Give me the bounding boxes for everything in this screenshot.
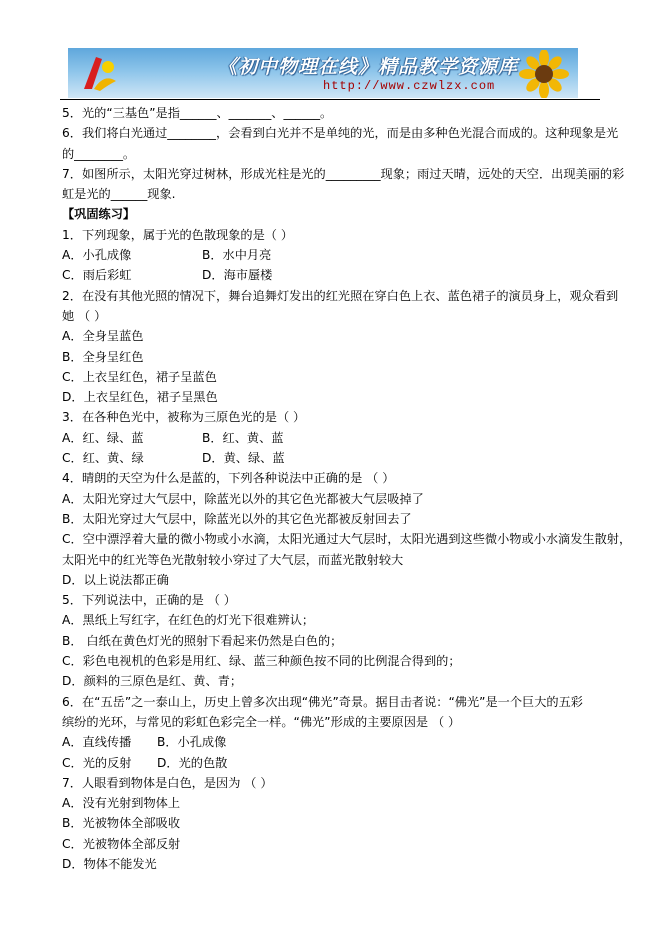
question-item (62, 286, 619, 408)
question-stem: 缤纷的光环，与常见的彩虹色彩完全一样。“佛光”形成的主要原因是 （ ） (62, 714, 461, 729)
answer-option: A．全身呈蓝色 (62, 329, 144, 344)
question-item (62, 692, 602, 773)
question-item (62, 225, 602, 286)
answer-option: B．太阳光穿过大气层中，除蓝光以外的其它色光都被反射回去了 (62, 511, 412, 526)
answer-option: C．空中漂浮着大量的微小物或小水滴，太阳光通过大气层时，太阳光遇到这些微小物或小水滴发生散射， (62, 532, 632, 547)
intro-line: 虹是光的______现象. (62, 187, 176, 202)
header-banner (68, 48, 578, 98)
question-item (62, 468, 632, 590)
question-item (62, 590, 602, 691)
answer-option: A．直线传播 (62, 735, 132, 750)
answer-option: B．水中月亮 (202, 248, 272, 263)
section-title: 【巩固练习】 (62, 207, 136, 222)
intro-line: 的________。 (62, 146, 136, 161)
option-row (62, 448, 602, 468)
option-row (62, 428, 602, 448)
header-divider (60, 99, 600, 100)
intro-line: 7．如图所示，太阳光穿过树林，形成光柱是光的_________现象；雨过天晴，远处的天空．出现美丽的彩 (62, 166, 625, 181)
answer-option: A．小孔成像 (62, 248, 132, 263)
option-row (62, 245, 602, 265)
answer-option: D．物体不能发光 (62, 856, 157, 871)
answer-option: C．光的反射 (62, 755, 132, 770)
banner-url[interactable]: http://www.czwlzx.com (323, 79, 496, 93)
question-item (62, 407, 602, 468)
question-stem: 7．人眼看到物体是白色，是因为 （ ） (62, 775, 273, 790)
intro-line: 6．我们将白光通过________，会看到白光并不是单纯的光，而是由多种色光混合而成的。这种现象是光 (62, 126, 619, 141)
question-stem: 3．在各种色光中，被称为三原色光的是（ ） (62, 410, 306, 425)
option-row (62, 753, 602, 773)
answer-option: D．以上说法都正确 (62, 572, 169, 587)
answer-option: C．彩色电视机的色彩是用红、绿、蓝三种颜色按不同的比例混合得到的； (62, 654, 461, 669)
question-stem: 她 （ ） (62, 308, 107, 323)
answer-option: B．红、黄、蓝 (202, 430, 284, 445)
sunflower-icon (514, 50, 574, 98)
answer-option: D．海市蜃楼 (202, 268, 273, 283)
question-list (62, 225, 632, 875)
intro-line: 5．光的“三基色”是指______、_______、______。 (62, 106, 333, 120)
answer-option: D．上衣呈红色，裙子呈黑色 (62, 390, 218, 405)
option-row (62, 732, 602, 752)
question-stem: 6．在“五岳”之一泰山上，历史上曾多次出现“佛光”奇景。据目击者说：“佛光”是一个巨大的五彩 (62, 694, 583, 709)
answer-option: C．雨后彩虹 (62, 268, 132, 283)
answer-option: D．颜料的三原色是红、黄、青； (62, 674, 243, 689)
answer-option: A．红、绿、蓝 (62, 430, 144, 445)
answer-option: B．小孔成像 (157, 735, 227, 750)
answer-option: B． 白纸在黄色灯光的照射下看起来仍然是白色的； (62, 633, 343, 648)
worksheet-content (62, 103, 632, 874)
banner-title: 《初中物理在线》精品教学资源库 (218, 56, 519, 78)
intro-questions (62, 103, 625, 204)
answer-option: B．全身呈红色 (62, 349, 144, 364)
question-stem: 1．下列现象，属于光的色散现象的是（ ） (62, 227, 294, 242)
option-row (62, 265, 602, 285)
answer-option: C．红、黄、绿 (62, 451, 144, 466)
answer-option: C．上衣呈红色，裙子呈蓝色 (62, 369, 217, 384)
logo-icon (78, 51, 122, 95)
answer-option: A．黑纸上写红字，在红色的灯光下很难辨认； (62, 613, 315, 628)
answer-option: B．光被物体全部吸收 (62, 816, 181, 831)
answer-option: 太阳光中的红光等色光散射较小穿过了大气层，而蓝光散射较大 (62, 552, 404, 567)
answer-option: A．太阳光穿过大气层中，除蓝光以外的其它色光都被大气层吸掉了 (62, 491, 424, 506)
answer-option: A．没有光射到物体上 (62, 796, 181, 811)
question-stem: 4．晴朗的天空为什么是蓝的，下列各种说法中正确的是 （ ） (62, 471, 395, 486)
question-item (62, 773, 602, 874)
answer-option: D．光的色散 (157, 755, 228, 770)
answer-option: C．光被物体全部反射 (62, 836, 181, 851)
answer-option: D．黄、绿、蓝 (202, 451, 285, 466)
question-stem: 5．下列说法中，正确的是 （ ） (62, 593, 236, 608)
question-stem: 2．在没有其他光照的情况下，舞台追舞灯发出的红光照在穿白色上衣、蓝色裙子的演员身上，观众看到 (62, 288, 619, 303)
